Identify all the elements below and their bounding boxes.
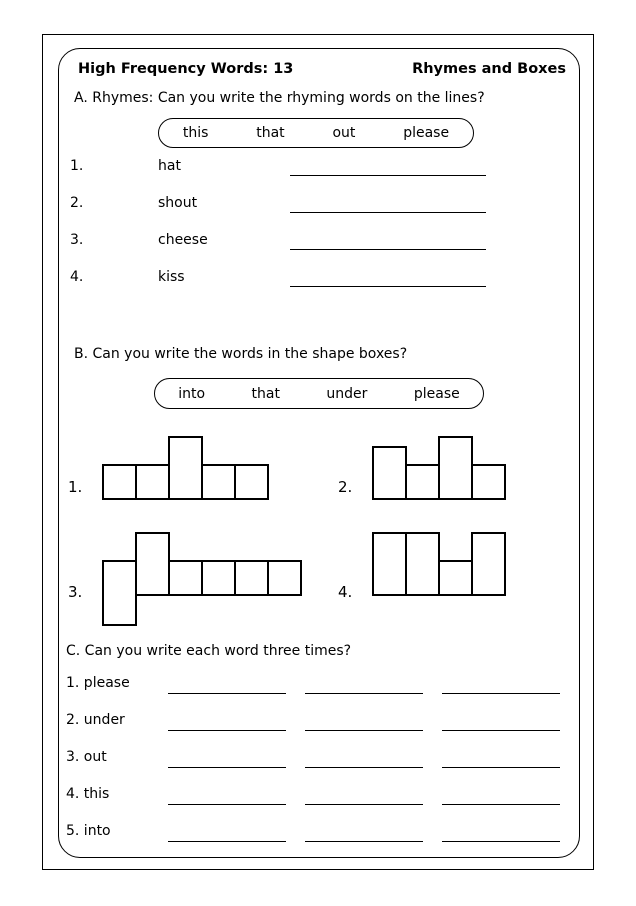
letter-shape-box[interactable] (234, 560, 269, 596)
section-b-bank-word: please (413, 385, 460, 402)
letter-shape-box[interactable] (372, 446, 407, 500)
section-c-prompt: C. Can you write each word three times? (66, 643, 352, 659)
letter-shape-box[interactable] (135, 464, 170, 500)
section-a-item (58, 158, 518, 180)
letter-shape-box[interactable] (471, 532, 506, 596)
practice-blank-line[interactable] (442, 730, 560, 731)
item-number: 3. (70, 232, 84, 248)
letter-shape-box[interactable] (168, 436, 203, 500)
letter-shape-box[interactable] (438, 560, 473, 596)
practice-blank-line[interactable] (442, 841, 560, 842)
item-word: shout (158, 195, 198, 211)
shape-number: 3. (68, 583, 83, 601)
section-a-bank-word: this (182, 125, 209, 141)
section-a-item (58, 232, 518, 254)
letter-shape-box[interactable] (168, 560, 203, 596)
item-word: kiss (158, 269, 185, 285)
letter-shape-box[interactable] (372, 532, 407, 596)
section-a-bank-word: out (332, 125, 356, 141)
section-a-prompt: A. Rhymes: Can you write the rhyming words on the lines? (74, 90, 485, 106)
practice-blank-line[interactable] (305, 767, 423, 768)
item-number: 1. (70, 158, 84, 174)
section-a-bank-word: that (256, 125, 285, 141)
section-a-bank-word: please (403, 125, 450, 141)
section-a-word-bank (158, 118, 474, 148)
letter-shape-box[interactable] (102, 464, 137, 500)
answer-blank-line[interactable] (290, 249, 486, 250)
section-c-item (58, 712, 558, 736)
practice-blank-line[interactable] (305, 804, 423, 805)
section-c-item (58, 749, 558, 773)
item-number: 4. (70, 269, 84, 285)
section-b-bank-word: under (326, 385, 368, 402)
section-b-bank-word: that (251, 385, 280, 402)
section-a-item (58, 269, 518, 291)
practice-blank-line[interactable] (442, 693, 560, 694)
item-number: 2. (70, 195, 84, 211)
practice-blank-line[interactable] (305, 841, 423, 842)
letter-shape-box[interactable] (201, 560, 236, 596)
letter-shape-box[interactable] (135, 532, 170, 596)
section-b-prompt: B. Can you write the words in the shape boxes? (74, 346, 408, 362)
section-c-item (58, 675, 558, 699)
practice-blank-line[interactable] (168, 804, 286, 805)
practice-blank-line[interactable] (442, 804, 560, 805)
section-a-item (58, 195, 518, 217)
letter-shape-box[interactable] (102, 560, 137, 626)
worksheet-content (58, 48, 580, 858)
letter-shape-box[interactable] (405, 532, 440, 596)
practice-blank-line[interactable] (168, 693, 286, 694)
item-word: hat (158, 158, 181, 174)
section-c-item (58, 823, 558, 847)
practice-word-label: 3. out (66, 749, 107, 765)
practice-blank-line[interactable] (305, 730, 423, 731)
practice-word-label: 2. under (66, 712, 125, 728)
letter-shape-box[interactable] (438, 436, 473, 500)
practice-word-label: 5. into (66, 823, 111, 839)
letter-shape-box[interactable] (471, 464, 506, 500)
shape-number: 4. (338, 583, 353, 601)
practice-word-label: 4. this (66, 786, 110, 802)
item-word: cheese (158, 232, 208, 248)
page-title: High Frequency Words: 13 (78, 61, 294, 77)
letter-shape-box[interactable] (267, 560, 302, 596)
practice-blank-line[interactable] (442, 767, 560, 768)
practice-blank-line[interactable] (168, 730, 286, 731)
page-subtitle: Rhymes and Boxes (412, 61, 566, 77)
practice-blank-line[interactable] (168, 841, 286, 842)
answer-blank-line[interactable] (290, 212, 486, 213)
letter-shape-box[interactable] (201, 464, 236, 500)
worksheet-header (58, 56, 580, 82)
section-c-item (58, 786, 558, 810)
shape-number: 2. (338, 478, 353, 496)
letter-shape-box[interactable] (405, 464, 440, 500)
section-b-bank-word: into (178, 385, 206, 402)
shape-number: 1. (68, 478, 83, 496)
practice-blank-line[interactable] (305, 693, 423, 694)
practice-word-label: 1. please (66, 675, 130, 691)
answer-blank-line[interactable] (290, 175, 486, 176)
practice-blank-line[interactable] (168, 767, 286, 768)
letter-shape-box[interactable] (234, 464, 269, 500)
section-b-word-bank (154, 378, 484, 409)
answer-blank-line[interactable] (290, 286, 486, 287)
